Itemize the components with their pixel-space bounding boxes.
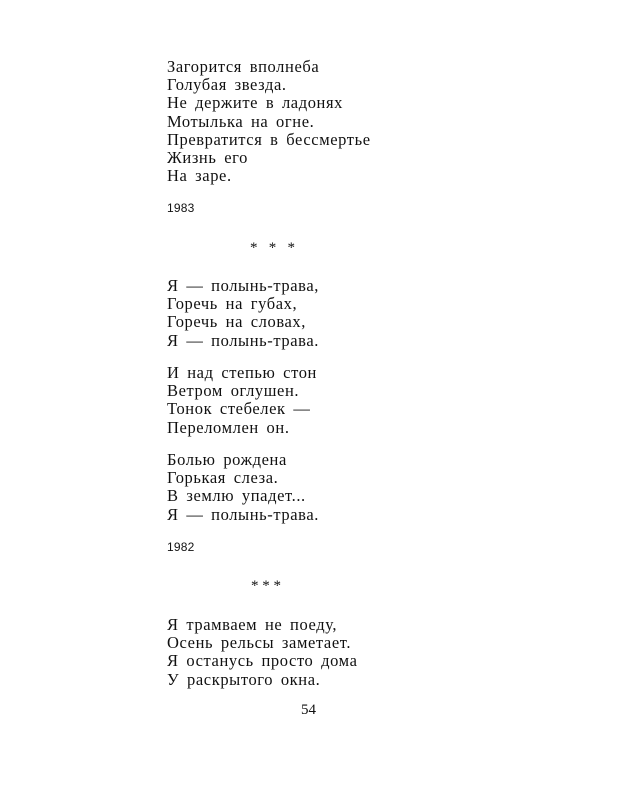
poem-2-stanza-1 <box>167 277 319 350</box>
verse-line: Тонок стебелек — <box>167 399 311 419</box>
verse-line: Не держите в ладонях <box>167 93 344 113</box>
verse-line: Я — полынь-трава, <box>167 276 319 295</box>
verse-line: У раскрытого окна. <box>167 669 321 689</box>
verse-line: Превратится в бессмертье <box>167 129 371 149</box>
verse-line: Болью рождена <box>167 450 287 469</box>
verse-line: В землю упадет... <box>167 486 306 506</box>
verse-line: Мотылька на огне. <box>167 111 315 131</box>
poem-2-divider: * * * <box>250 240 295 256</box>
poem-2-stanza-3 <box>167 451 319 524</box>
poem-2-year: 1982 <box>167 540 195 554</box>
page-number: 54 <box>301 702 316 718</box>
poem-2-stanza-2 <box>167 364 317 437</box>
verse-line: Я — полынь-трава. <box>167 330 319 350</box>
poem-1-stanza-1 <box>167 58 371 185</box>
verse-line: Осень рельсы заметает. <box>167 633 352 653</box>
verse-line: Загорится вполнеба <box>167 57 320 76</box>
poem-3-stanza-1 <box>167 616 358 689</box>
verse-line: Жизнь его <box>167 147 248 167</box>
verse-line: Горечь на губах, <box>167 294 298 314</box>
verse-line: Я — полынь-трава. <box>167 504 319 524</box>
verse-line: На заре. <box>167 166 232 186</box>
poem-3-divider: * * * <box>251 578 281 594</box>
verse-line: Я останусь просто дома <box>167 651 358 671</box>
verse-line: Горькая слеза. <box>167 468 279 488</box>
verse-line: И над степью стон <box>167 363 317 382</box>
verse-line: Горечь на словах, <box>167 312 307 332</box>
verse-line: Переломлен он. <box>167 417 290 437</box>
verse-line: Голубая звезда. <box>167 75 287 95</box>
verse-line: Ветром оглушен. <box>167 381 300 401</box>
verse-line: Я трамваем не поеду, <box>167 615 338 634</box>
poem-1-year: 1983 <box>167 201 195 215</box>
